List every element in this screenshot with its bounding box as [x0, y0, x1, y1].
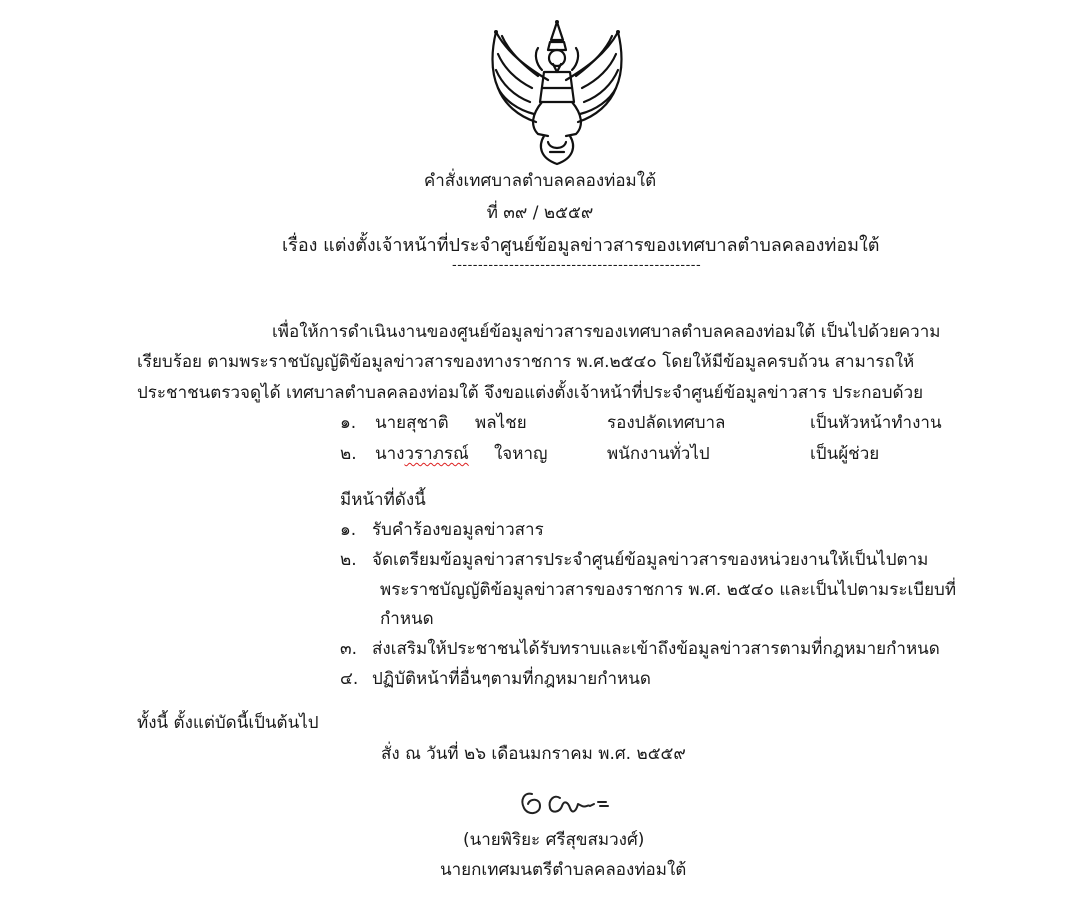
- staff-role: เป็นหัวหน้าทำงาน: [810, 413, 942, 433]
- staff-role: เป็นผู้ช่วย: [810, 444, 880, 464]
- staff-surname: ใจหาญ: [494, 444, 548, 464]
- staff-name: นายสุชาติ: [375, 413, 449, 433]
- duty-number: ๓.: [340, 639, 358, 659]
- handwritten-signature: [516, 784, 620, 822]
- separator: ------------------------------------------------: [452, 258, 702, 273]
- duty-text: พระราชบัญญัติข้อมูลข่าวสารของราชการ พ.ศ. ๒๕๔๐ และเป็นไปตามระเบียบที่: [380, 580, 957, 600]
- signatory-position: นายกเทศมนตรีตำบลคลองท่อมใต้: [440, 860, 687, 880]
- duty-text: ส่งเสริมให้ประชาชนได้รับทราบและเข้าถึงข้อมูลข่าวสารตามที่กฎหมายกำหนด: [372, 639, 940, 659]
- duty-text: กำหนด: [380, 609, 434, 629]
- duty-number: ๒.: [340, 550, 357, 570]
- duty-number: ๔.: [340, 669, 359, 689]
- duty-text: รับคำร้องขอมูลข่าวสาร: [372, 520, 544, 540]
- staff-position: พนักงานทั่วไป: [607, 444, 710, 464]
- intro-line-2: เรียบร้อย ตามพระราชบัญญัติข้อมูลข่าวสารของทางราชการ พ.ศ.๒๕๔๐ โดยให้มีข้อมูลครบถ้วน สามารถให้: [137, 352, 915, 372]
- date-line: สั่ง ณ วันที่ ๒๖ เดือนมกราคม พ.ศ. ๒๕๕๙: [381, 744, 686, 764]
- duties-heading: มีหน้าที่ดังนี้: [340, 490, 426, 510]
- duty-text: จัดเตรียมข้อมูลข่าวสารประจำศูนย์ข้อมูลข่าวสารของหน่วยงานให้เป็นไปตาม: [372, 550, 929, 570]
- staff-number: ๑.: [340, 413, 357, 433]
- order-title: คำสั่งเทศบาลตำบลคลองท่อมใต้: [423, 171, 657, 191]
- staff-number: ๒.: [340, 444, 357, 464]
- staff-position: รองปลัดเทศบาล: [607, 413, 726, 433]
- duty-text: ปฏิบัติหน้าที่อื่นๆตามที่กฎหมายกำหนด: [372, 669, 651, 689]
- effective-clause: ทั้งนี้ ตั้งแต่บัดนี้เป็นต้นไป: [137, 713, 319, 733]
- intro-line-3: ประชาชนตรวจดูได้ เทศบาลตำบลคลองท่อมใต้ จึงขอแต่งตั้งเจ้าหน้าที่ประจำศูนย์ข้อมูลข่าวสาร ประกอบด้วย: [137, 383, 924, 403]
- subject-line: เรื่อง แต่งตั้งเจ้าหน้าที่ประจำศูนย์ข้อมูลข่าวสารของเทศบาลตำบลคลองท่อมใต้: [282, 235, 880, 256]
- staff-name: นางวราภรณ์: [375, 444, 469, 464]
- garuda-emblem-icon: [478, 18, 636, 168]
- signatory-name: (นายพิริยะ ศรีสุขสมวงศ์): [463, 830, 645, 850]
- intro-line-1: เพื่อให้การดำเนินงานของศูนย์ข้อมูลข่าวสารของเทศบาลตำบลคลองท่อมใต้ เป็นไปด้วยความ: [272, 322, 941, 342]
- order-number: ที่ ๓๙ / ๒๕๕๙: [486, 203, 594, 223]
- duty-number: ๑.: [340, 520, 357, 540]
- staff-surname: พลไชย: [475, 413, 527, 433]
